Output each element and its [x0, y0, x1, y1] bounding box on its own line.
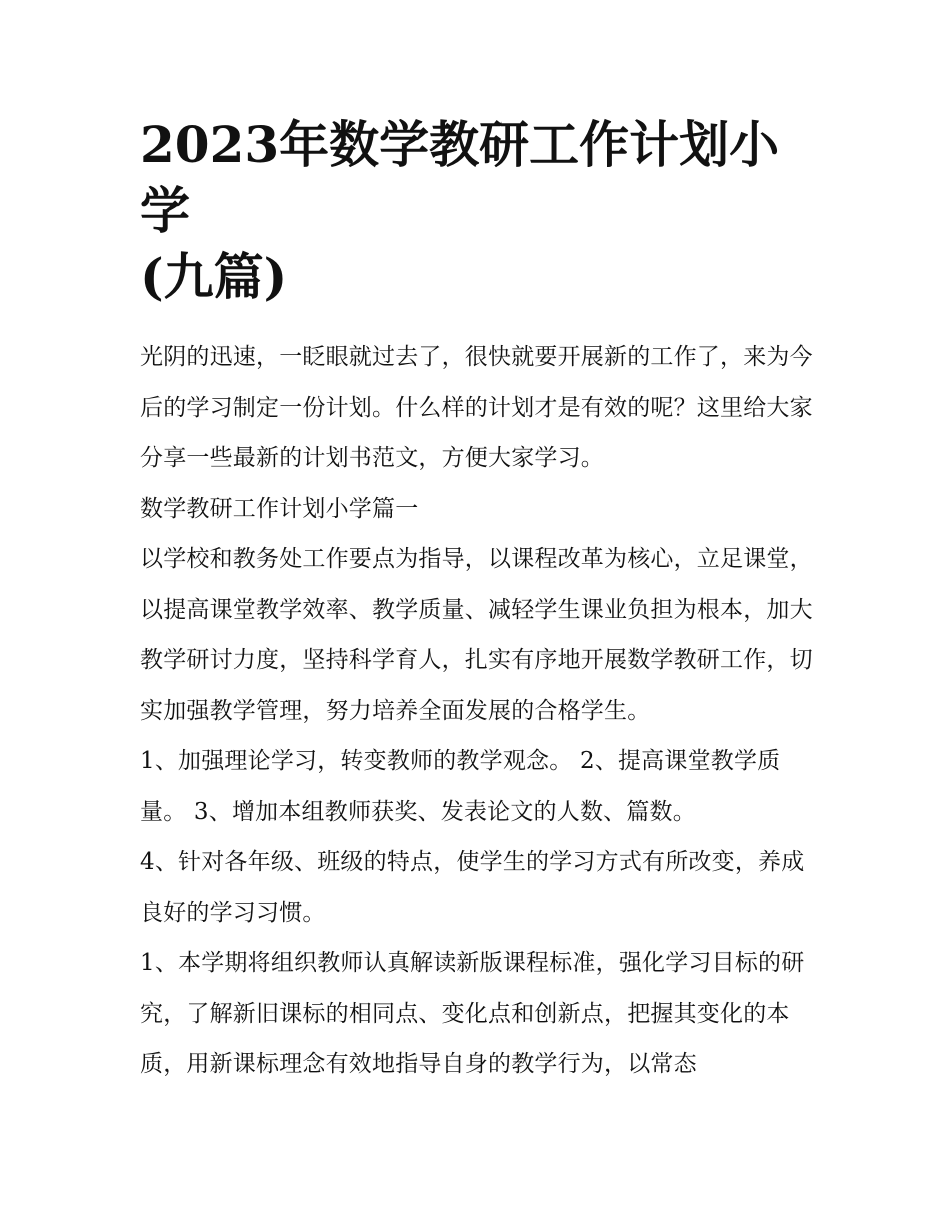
document-page [140, 112, 820, 1090]
title-line-2: (九篇) [140, 247, 288, 306]
intro-paragraph: 光阴的迅速，一眨眼就过去了，很快就要开展新的工作了，来为今后的学习制定一份计划。什么样的计划才是有效的呢？这里给大家分享一些最新的计划书范文，方便大家学习。 [140, 344, 813, 471]
document-title [140, 112, 820, 310]
section-heading: 数学教研工作计划小学篇一 [140, 495, 419, 522]
goal-4-paragraph: 4、针对各年级、班级的特点，使学生的学习方式有所改变，养成良好的学习习惯。 [140, 849, 805, 926]
guideline-paragraph: 以学校和教务处工作要点为指导，以课程改革为核心，立足课堂，以提高课堂教学效率、教学质量、减轻学生课业负担为根本，加大教学研讨力度，坚持科学育人，扎实有序地开展数学教研工作，切实加强教学管理，努力培养全面发展的合格学生。 [140, 546, 813, 724]
title-line-1: 2023年数学教研工作计划小学 [140, 115, 780, 240]
measure-1-paragraph: 1、本学期将组织教师认真解读新版课程标准，强化学习目标的研究，了解新旧课标的相同点、变化点和创新点，把握其变化的本质，用新课标理念有效地指导自身的教学行为，以常态 [140, 950, 805, 1077]
goals-paragraph: 1、加强理论学习，转变教师的教学观念。 2、提高课堂教学质量。 3、增加本组教师获奖、发表论文的人数、篇数。 [140, 748, 781, 825]
